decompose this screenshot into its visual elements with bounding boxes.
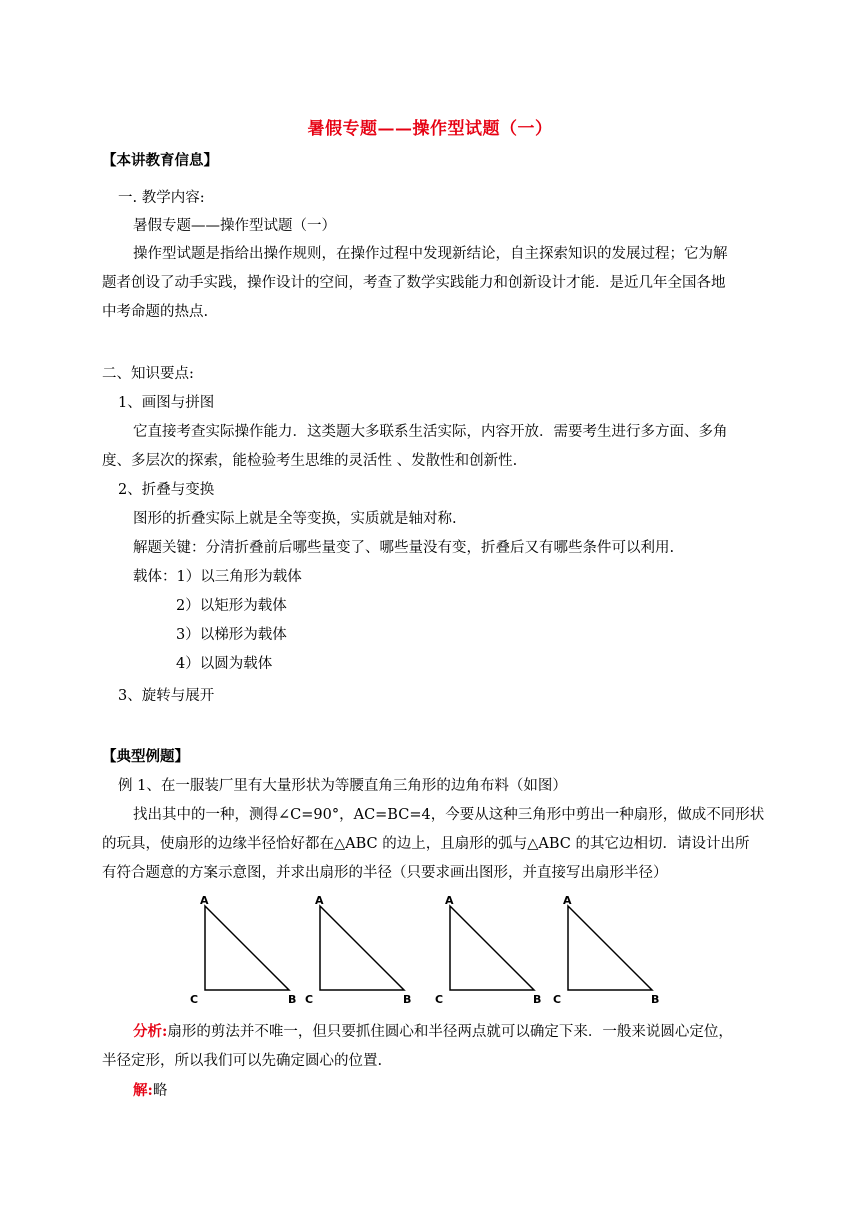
analysis-label: 分析: (133, 1023, 168, 1040)
analysis-line (133, 1022, 733, 1042)
vertex-a-label: A (315, 894, 324, 907)
vertex-b-label: B (403, 993, 412, 1006)
teaching-content-para-line: 题者创设了动手实践，操作设计的空间，考查了数学实践能力和创新设计才能．是近几年全国各地 (102, 275, 726, 291)
knowledge-point-2-line: 解题关键：分清折叠前后哪些量变了、哪些量没有变，折叠后又有哪些条件可以利用. (133, 540, 675, 556)
vertex-c-label: C (305, 993, 314, 1006)
vertex-a-label: A (563, 894, 572, 907)
page-title: 暑假专题——操作型试题（一） (307, 119, 553, 139)
carriers-line (133, 567, 302, 587)
vertex-c-label: C (190, 993, 199, 1006)
carrier-item: 4）以圆为载体 (176, 656, 273, 672)
knowledge-point-1-para-line: 它直接考查实际操作能力．这类题大多联系生活实际，内容开放．需要考生进行多方面、多角 (133, 424, 728, 440)
section-info-heading: 【本讲教育信息】 (102, 152, 218, 169)
triangle-figure (430, 892, 550, 1008)
example-1-para-line: 找出其中的一种，测得∠C=90°，AC=BC=4，今要从这种三角形中剪出一种扇形，做成不同形状 (133, 807, 765, 823)
triangle-shape (568, 906, 652, 990)
analysis-text: 扇形的剪法并不唯一，但只要抓住圆心和半径两点就可以确定下来．一般来说圆心定位， (167, 1024, 733, 1040)
vertex-c-label: C (435, 993, 444, 1006)
knowledge-point-2-line: 图形的折叠实际上就是全等变换，实质就是轴对称. (133, 511, 457, 527)
triangle-shape (205, 906, 289, 990)
triangle-shape (320, 906, 404, 990)
examples-heading: 【典型例题】 (102, 748, 189, 765)
knowledge-point-3-heading: 3、旋转与展开 (118, 688, 215, 704)
solution-text: 略 (152, 1083, 168, 1099)
teaching-content-para-line: 中考命题的热点. (102, 304, 209, 320)
example-1-para-line: 有符合题意的方案示意图，并求出扇形的半径（只要求画出图形，并直接写出扇形半径） (102, 865, 668, 881)
triangle-figure (548, 892, 668, 1008)
solution-label: 解: (133, 1082, 153, 1099)
vertex-c-label: C (553, 993, 562, 1006)
knowledge-point-2-heading: 2、折叠与变换 (118, 482, 215, 498)
teaching-content-subtitle: 暑假专题——操作型试题（一） (133, 218, 336, 234)
vertex-b-label: B (288, 993, 297, 1006)
solution-line (133, 1081, 167, 1101)
example-1-para-line: 的玩具，使扇形的边缘半径恰好都在△ABC 的边上，且扇形的弧与△ABC 的其它边相切．请设计出所 (102, 836, 750, 852)
carrier-item: 1）以三角形为载体 (176, 569, 302, 585)
knowledge-point-1-para-line: 度、多层次的探索，能检验考生思维的灵活性 、发散性和创新性. (102, 453, 518, 469)
knowledge-point-1-heading: 1、画图与拼图 (118, 395, 215, 411)
vertex-a-label: A (200, 894, 209, 907)
carrier-item: 2）以矩形为载体 (176, 598, 287, 614)
triangle-figure (185, 892, 305, 1008)
vertex-a-label: A (445, 894, 454, 907)
teaching-content-heading: 一. 教学内容: (118, 190, 205, 206)
triangle-shape (450, 906, 534, 990)
teaching-content-para-line: 操作型试题是指给出操作规则，在操作过程中发现新结论，自主探索知识的发展过程；它为解 (133, 246, 728, 262)
example-1-intro: 例 1、在一服装厂里有大量形状为等腰直角三角形的边角布料（如图） (118, 778, 567, 794)
knowledge-points-heading: 二、知识要点: (102, 366, 194, 382)
carrier-item: 3）以梯形为载体 (176, 627, 287, 643)
carriers-label: 载体： (133, 569, 177, 585)
triangle-figure (300, 892, 420, 1008)
vertex-b-label: B (651, 993, 660, 1006)
vertex-b-label: B (533, 993, 542, 1006)
analysis-text-line: 半径定形，所以我们可以先确定圆心的位置. (102, 1053, 383, 1069)
